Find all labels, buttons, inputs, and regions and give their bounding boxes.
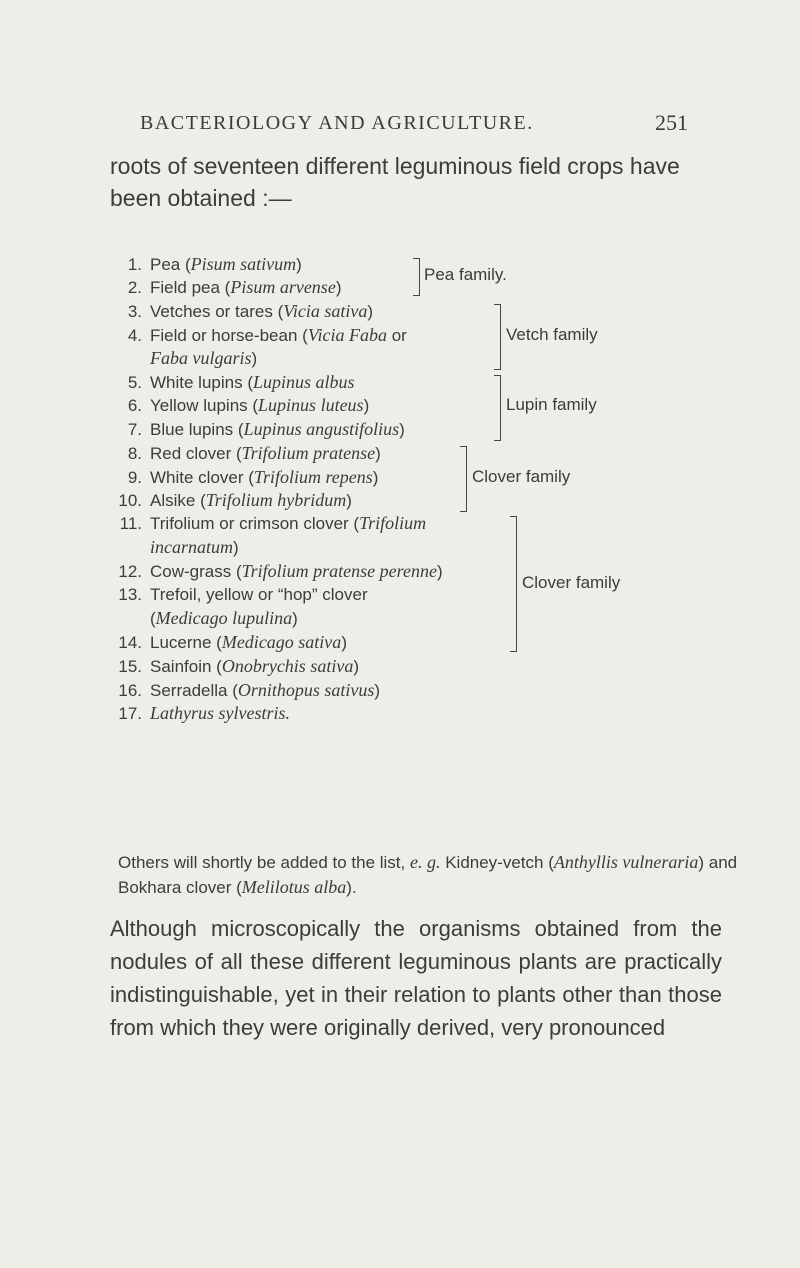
family-label-clover-2: Clover family: [522, 573, 621, 592]
list-item: 10. Alsike (Trifolium hybridum): [118, 490, 352, 510]
header-title: BACTERIOLOGY AND AGRICULTURE.: [140, 112, 534, 134]
list-item: 17. Lathyrus sylvestris.: [118, 703, 291, 723]
list-item: 11. Trifolium or crimson clover (Trifolium: [119, 513, 427, 533]
list-item: 7. Blue lupins (Lupinus angustifolius): [127, 419, 405, 439]
list-item: 3. Vetches or tares (Vicia sativa): [127, 301, 374, 321]
list-item: 5. White lupins (Lupinus albus: [127, 372, 355, 392]
list-item: 9. White clover (Trifolium repens): [127, 467, 379, 487]
body-paragraph: Although microscopically the organisms obtained from the nodules of all these different leguminous plants are practically indistinguishable, yet in their relation to plants other than those from which they were originally derived, very pronounced: [110, 916, 722, 1040]
family-label-lupin: Lupin family: [506, 395, 597, 414]
page-number: 251: [655, 110, 688, 135]
list-item: 16. Serradella (Ornithopus sativus): [118, 680, 381, 700]
list-item: 15. Sainfoin (Onobrychis sativa): [118, 656, 359, 676]
brace-vetch: [494, 304, 501, 370]
brace-pea: [413, 258, 420, 296]
list-item: 12. Cow-grass (Trifolium pratense perenne): [118, 561, 443, 581]
others-note: Others will shortly be added to the list, e. g. Kidney-vetch (Anthyllis vulneraria) and Bokhara clover (Melilotus alba).: [118, 852, 738, 897]
list-item-continuation: Faba vulgaris): [150, 348, 258, 368]
brace-lupin: [494, 375, 501, 441]
brace-clover-1: [460, 446, 467, 512]
list-item: 2. Field pea (Pisum arvense): [127, 277, 342, 297]
list-item-continuation: incarnatum): [150, 537, 239, 557]
list-item: 4. Field or horse-bean (Vicia Faba or: [127, 325, 407, 345]
list-item: 1. Pea (Pisum sativum): [127, 254, 302, 274]
list-item: 13. Trefoil, yellow or “hop” clover: [118, 585, 368, 604]
list-item: 8. Red clover (Trifolium pratense): [127, 443, 381, 463]
list-item: 14. Lucerne (Medicago sativa): [118, 632, 347, 652]
brace-clover-2: [510, 516, 517, 652]
list-item: 6. Yellow lupins (Lupinus luteus): [127, 395, 370, 415]
intro-text: roots of seventeen different leguminous field crops have been obtained :—: [110, 153, 680, 211]
family-label-clover-1: Clover family: [472, 467, 571, 486]
family-label-pea: Pea family.: [424, 265, 507, 284]
list-item-continuation: (Medicago lupulina): [150, 608, 298, 628]
family-label-vetch: Vetch family: [506, 325, 598, 344]
